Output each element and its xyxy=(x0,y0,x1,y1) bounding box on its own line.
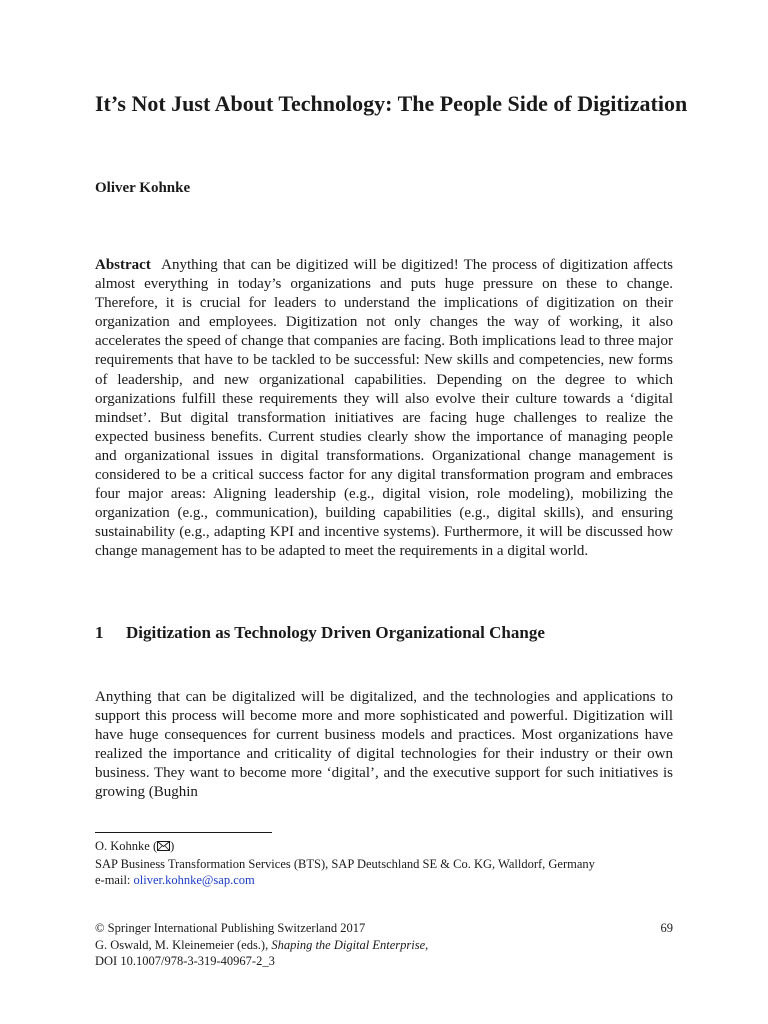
footnote-author-end: ) xyxy=(170,839,175,853)
copyright-line: © Springer International Publishing Switzerland 2017 xyxy=(95,921,366,935)
email-label: e-mail: xyxy=(95,873,134,887)
book-title: Shaping the Digital Enterprise xyxy=(271,937,426,952)
section-heading xyxy=(95,622,673,644)
editors-end: , xyxy=(425,937,429,952)
footnote-author: O. Kohnke ( xyxy=(95,839,158,853)
abstract xyxy=(95,256,673,562)
envelope-icon xyxy=(157,839,170,856)
footnote xyxy=(95,838,673,889)
body-paragraph: Anything that can be digitalized will be digitalized, and the technologies and applications to support this process will become more and more sophisticated and powerful. Digitization will have huge consequences for current business models and practices. Most organizations have realized the importance and criticality of digital technologies for their industry or their own business. They want to become more ‘digital’, and the executive support for such initiatives is growing (Bughin xyxy=(95,689,673,801)
section-title: Digitization as Technology Driven Organizational Change xyxy=(126,623,545,642)
footnote-rule xyxy=(95,832,272,833)
abstract-label: Abstract xyxy=(95,257,151,273)
editors-line xyxy=(95,937,673,954)
section-number: 1 xyxy=(95,623,104,642)
footnote-email-line xyxy=(95,872,673,889)
abstract-text: Anything that can be digitized will be digitized! The process of digitization affects almost everything in today’s organizations and puts huge pressure on these to change. Therefore, it is crucial for leaders to understand the implications of digitization on their organization and employees. Digitization not only changes the way of working, it also accelerates the speed of change that companies are facing. Both implications lead to three major requirements that have to be tackled to be successful: New skills and competencies, new forms of leadership, and new organizational capabilities. Depending on the degree to which organizations fulfill these requirements they will also evolve their culture towards a ‘digital mindset’. But digital transformation initiatives are facing huge challenges to realize the expected business benefits. Current studies clearly show the importance of managing people and organizational issues in digital transformations. Organizational change management is considered to be a critical success factor for any digital transformation program and embraces four major areas: Aligning leadership (e.g., digital vision, role modeling), mobilizing the organization (e.g., communication), building capabilities (e.g., digital skills), and ensuring sustainability (e.g., adapting KPI and incentive systems). Furthermore, it will be discussed how change management has to be adapted to meet the requirements in a digital world. xyxy=(95,257,674,560)
publication-info xyxy=(95,920,673,970)
editors: G. Oswald, M. Kleinemeier (eds.), xyxy=(95,937,272,952)
paper-title: It’s Not Just About Technology: The People Side of Digitization xyxy=(95,91,688,116)
footnote-author-line xyxy=(95,838,673,856)
doi-line: DOI 10.1007/978-3-319-40967-2_3 xyxy=(95,954,275,968)
footnote-affiliation: SAP Business Transformation Services (BTS), SAP Deutschland SE & Co. KG, Walldorf, Germany xyxy=(95,856,595,871)
email-link[interactable]: oliver.kohnke@sap.com xyxy=(133,873,255,887)
author-name: Oliver Kohnke xyxy=(95,180,191,196)
page-number: 69 xyxy=(660,921,673,935)
